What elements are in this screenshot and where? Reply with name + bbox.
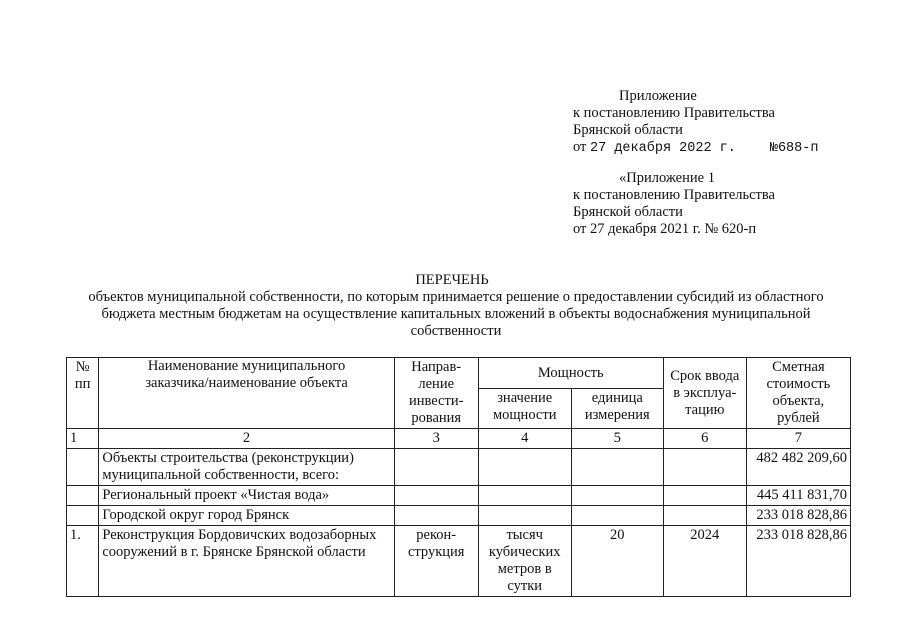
- header-cost: Сметная стоимость объекта, рублей: [746, 358, 850, 429]
- row-cost: 233 018 828,86: [746, 506, 850, 526]
- row-num: [67, 506, 99, 526]
- row-unit: тысяч кубических метров в сутки: [478, 526, 571, 597]
- row-name: Реконструкция Бордовичских водозаборных сооружений в г. Брянске Брянской области: [99, 526, 394, 597]
- appendix-line: Брянской области: [573, 122, 683, 138]
- appendix-line: к постановлению Правительства: [573, 105, 775, 121]
- objects-table: [66, 357, 851, 597]
- row-unit: [478, 506, 571, 526]
- row-term: 2024: [663, 526, 746, 597]
- table-row: [67, 449, 851, 486]
- row-cost: 233 018 828,86: [746, 526, 850, 597]
- row-direction: [394, 449, 478, 486]
- appendix-line: Брянской области: [573, 204, 683, 220]
- row-unit: [478, 449, 571, 486]
- previous-appendix-header: [573, 170, 775, 238]
- document-subtitle: объектов муниципальной собственности, по которым принимается решение о предоставлении субсидий из областного бюджета местным бюджетам на осуществление капитальных вложений в объекты водоснабжения муниципальной собственности: [88, 289, 824, 339]
- date-prefix: от: [573, 139, 587, 155]
- document-heading: [0, 272, 904, 340]
- header-num: № пп: [67, 358, 99, 429]
- header-capacity-value: значение мощности: [478, 389, 571, 429]
- row-unit: [478, 486, 571, 506]
- row-name: Городской округ город Брянск: [99, 506, 394, 526]
- header-direction: Направ-ление инвести-рования: [394, 358, 478, 429]
- decree-date: 27 декабря 2022 г.: [590, 141, 736, 156]
- column-number: 3: [394, 429, 478, 449]
- document-title: ПЕРЕЧЕНЬ: [415, 272, 489, 288]
- row-num: 1.: [67, 526, 99, 597]
- header-name: Наименование муниципального заказчика/наименование объекта: [99, 358, 394, 429]
- row-direction: рекон-струкция: [394, 526, 478, 597]
- row-num: [67, 486, 99, 506]
- appendix-date-line: [573, 139, 818, 157]
- row-cost: 445 411 831,70: [746, 486, 850, 506]
- row-value: 20: [571, 526, 663, 597]
- row-num: [67, 449, 99, 486]
- row-value: [571, 506, 663, 526]
- header-capacity-unit: единица измерения: [571, 389, 663, 429]
- table-row: [67, 526, 851, 597]
- column-number: 2: [99, 429, 394, 449]
- header-capacity: Мощность: [478, 358, 663, 389]
- column-number: 6: [663, 429, 746, 449]
- table-row: [67, 506, 851, 526]
- row-term: [663, 449, 746, 486]
- header-term: Срок ввода в эксплуа-тацию: [663, 358, 746, 429]
- row-value: [571, 449, 663, 486]
- current-appendix-header: [573, 88, 818, 157]
- decree-number: №688-п: [769, 141, 819, 156]
- row-direction: [394, 486, 478, 506]
- appendix-title: «Приложение 1: [619, 170, 715, 186]
- column-number: 1: [67, 429, 99, 449]
- row-term: [663, 506, 746, 526]
- column-number: 5: [571, 429, 663, 449]
- appendix-line: от 27 декабря 2021 г. № 620-п: [573, 221, 757, 237]
- row-name: Объекты строительства (реконструкции) муниципальной собственности, всего:: [99, 449, 394, 486]
- column-number: 7: [746, 429, 850, 449]
- row-direction: [394, 506, 478, 526]
- table-row: [67, 486, 851, 506]
- row-term: [663, 486, 746, 506]
- row-name: Региональный проект «Чистая вода»: [99, 486, 394, 506]
- column-number: 4: [478, 429, 571, 449]
- row-cost: 482 482 209,60: [746, 449, 850, 486]
- row-value: [571, 486, 663, 506]
- appendix-title: Приложение: [619, 88, 697, 104]
- appendix-line: к постановлению Правительства: [573, 187, 775, 203]
- column-numbers-row: [67, 429, 851, 449]
